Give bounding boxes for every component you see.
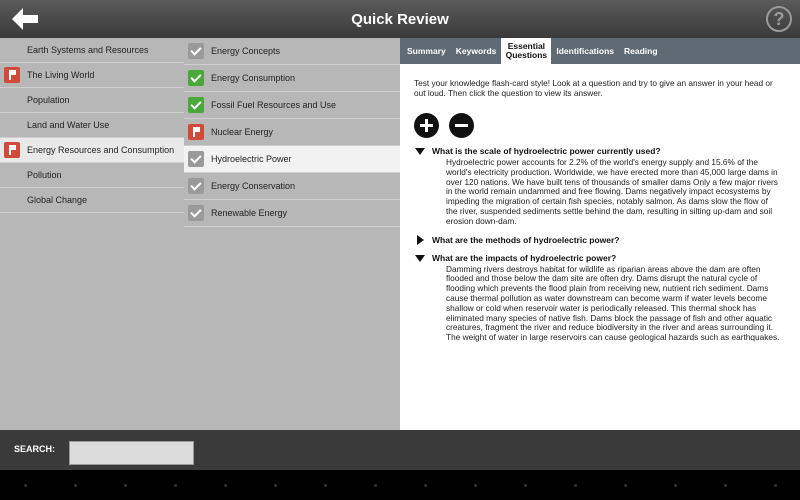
tab-identifications[interactable]: Identifications	[556, 45, 614, 56]
question-text: What are the methods of hydroelectric power?	[432, 234, 620, 245]
flag-icon	[4, 142, 20, 158]
subtopic-label: Energy Conservation	[211, 181, 296, 191]
answer-text: Hydroelectric power accounts for 2.2% of the world's energy supply and 15.6% of the world's electricity production. Worldwide, we have erected more than 45,000 large dams in over 120 nations. We have built tens of thousands of smaller dams Only a few major rivers in the world remain undammed and free flowing. Dams negatively impact ecosystems by impeding the migration of certain fish species, notably salmon. As dams slow the flow of the river, suspended sediments settle behind the dam, resulting in silting up-dam and soil erosion down-dam.	[446, 157, 778, 226]
checkmark-icon	[188, 97, 204, 113]
subtopic-list	[184, 38, 400, 430]
search-bar	[0, 430, 800, 470]
question-toggle[interactable]	[414, 253, 786, 263]
category-item[interactable]	[0, 138, 184, 163]
category-label: Global Change	[27, 195, 88, 205]
zoom-in-button[interactable]	[414, 113, 439, 138]
nav-dot	[624, 484, 627, 487]
system-nav-bar	[0, 470, 800, 500]
triangle-down-icon	[414, 146, 428, 156]
category-item[interactable]	[0, 188, 184, 213]
category-item[interactable]	[0, 63, 184, 88]
subtopic-label: Energy Consumption	[211, 73, 296, 83]
category-item[interactable]	[0, 38, 184, 63]
search-label: SEARCH:	[14, 444, 56, 454]
subtopic-label: Fossil Fuel Resources and Use	[211, 100, 337, 110]
nav-dot	[274, 484, 277, 487]
subtopic-label: Nuclear Energy	[211, 127, 274, 137]
content-body	[400, 64, 800, 343]
tab-reading[interactable]: Reading	[624, 45, 658, 56]
subtopic-label: Hydroelectric Power	[211, 154, 292, 164]
category-label: The Living World	[27, 70, 95, 80]
category-item[interactable]	[0, 88, 184, 113]
tab-summary[interactable]: Summary	[407, 45, 446, 56]
flag-icon	[4, 67, 20, 83]
subtopic-item[interactable]	[184, 65, 400, 92]
nav-dot	[374, 484, 377, 487]
checkmark-icon	[188, 151, 204, 167]
nav-dot	[124, 484, 127, 487]
zoom-controls	[414, 113, 786, 138]
arrow-left-icon	[10, 6, 40, 32]
subtopic-item[interactable]	[184, 200, 400, 227]
subtopic-item[interactable]	[184, 173, 400, 200]
checkmark-icon	[188, 178, 204, 194]
tab-essential-questions[interactable]: Essential Questions	[501, 38, 551, 64]
category-item[interactable]	[0, 113, 184, 138]
category-label: Energy Resources and Consumption	[27, 145, 175, 155]
nav-dot	[24, 484, 27, 487]
checkmark-icon	[188, 205, 204, 221]
page-title: Quick Review	[351, 10, 449, 28]
category-label: Population	[27, 95, 70, 105]
checkmark-icon	[188, 43, 204, 59]
nav-dot	[574, 484, 577, 487]
nav-dot	[524, 484, 527, 487]
nav-dot	[724, 484, 727, 487]
triangle-down-icon	[414, 253, 428, 263]
header-bar	[0, 0, 800, 38]
question-toggle[interactable]	[414, 235, 786, 245]
flag-icon	[188, 124, 204, 140]
category-list	[0, 38, 184, 430]
nav-dot	[774, 484, 777, 487]
nav-dot	[474, 484, 477, 487]
category-label: Earth Systems and Resources	[27, 45, 149, 55]
nav-dot	[74, 484, 77, 487]
subtopic-item[interactable]	[184, 38, 400, 65]
nav-dot	[224, 484, 227, 487]
back-button[interactable]	[10, 6, 40, 32]
nav-dot	[324, 484, 327, 487]
question-list	[414, 146, 786, 343]
subtopic-item[interactable]	[184, 146, 400, 173]
category-label: Pollution	[27, 170, 62, 180]
subtopic-label: Renewable Energy	[211, 208, 288, 218]
nav-dot	[424, 484, 427, 487]
tab-keywords[interactable]: Keywords	[455, 45, 497, 56]
tab-bar	[400, 38, 800, 64]
category-item[interactable]	[0, 163, 184, 188]
question-text: What are the impacts of hydroelectric power?	[432, 252, 617, 263]
triangle-right-icon	[414, 235, 428, 245]
checkmark-icon	[188, 70, 204, 86]
subtopic-item[interactable]	[184, 92, 400, 119]
intro-text: Test your knowledge flash-card style! Look at a question and try to give an answer in your head or out loud. Then click the question to view its answer.	[414, 78, 773, 98]
question-toggle[interactable]	[414, 146, 786, 156]
help-button[interactable]: ?	[766, 6, 792, 32]
nav-dot	[674, 484, 677, 487]
question-text: What is the scale of hydroelectric power currently used?	[432, 146, 661, 156]
content-panel	[400, 38, 800, 430]
subtopic-label: Energy Concepts	[211, 46, 281, 56]
zoom-out-button[interactable]	[449, 113, 474, 138]
search-input[interactable]	[69, 441, 194, 465]
category-label: Land and Water Use	[27, 120, 110, 130]
answer-text: Damming rivers destroys habitat for wildlife as riparian areas above the dam are often flooded and those below the dam site are often dry. Dams disrupt the natural cycle of flooding which prevents the flood plain from receiving new, nutrient rich sediment. Dams cause thermal pollution as water downstream can become warm if water levels become shallow or cold when reservoir water is periodically released. This thermal shock has eliminated many species of native fish. Dams block the passage of fish and other aquatic creatures, fragment the river and reduce biodiversity in the river and areas surrounding it. The weight of water in large reservoirs can cause geological hazards such as earthquakes.	[446, 263, 780, 343]
nav-dot	[174, 484, 177, 487]
subtopic-item[interactable]	[184, 119, 400, 146]
